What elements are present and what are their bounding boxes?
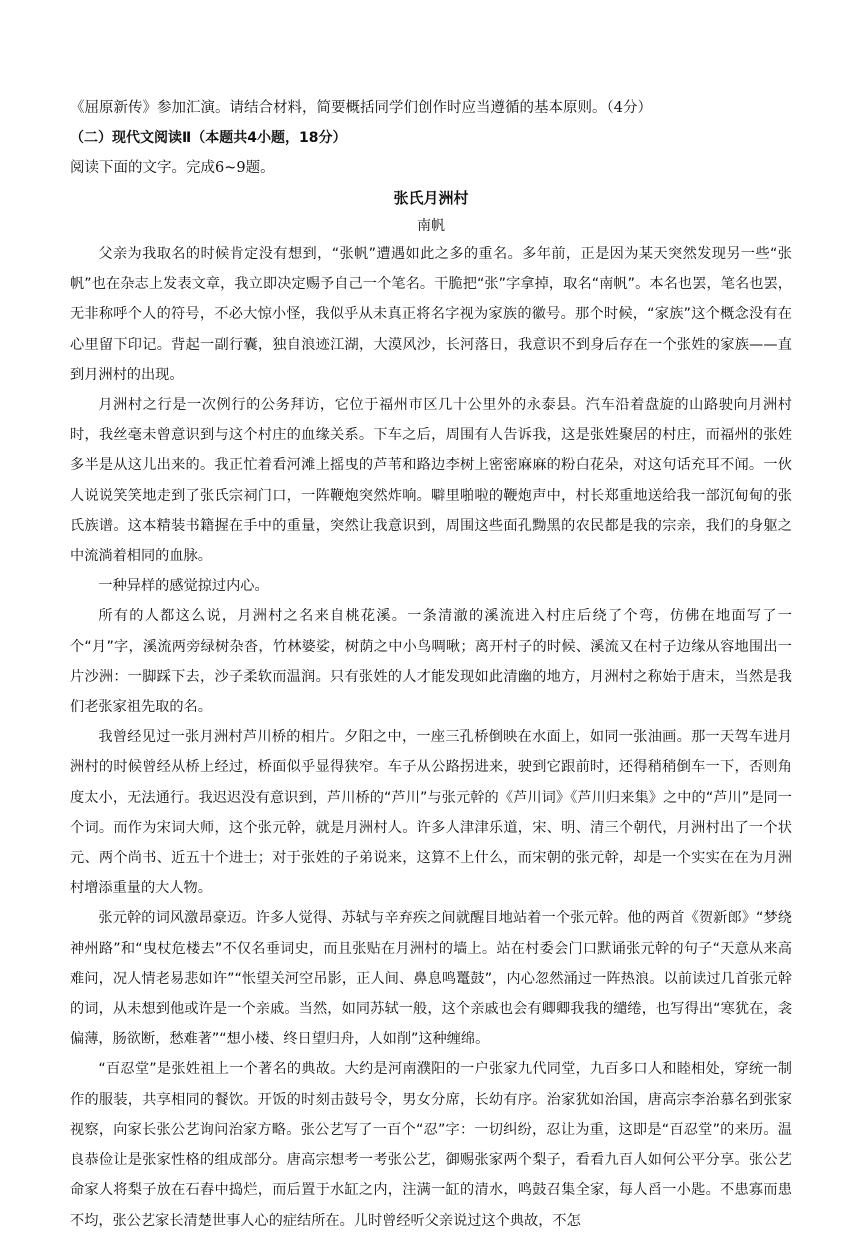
paragraph-7: “百忍堂”是张姓祖上一个著名的典故。大约是河南濮阳的一户张家九代同堂，九百多口人和睦相处，穿统一制作的服装，共享相同的餐饮。开饭的时刻击鼓号令，男女分席，长幼有序。治家犹如治国，唐高宗李治慕名到张家视察，向家长张公艺询问治家方略。张公艺写了一百个“忍”字：一切纠纷，忍让为重，这即是“百忍堂”的来历。温良恭俭让是张家性格的组成部分。唐高宗想考一考张公艺，御赐张家两个梨子，看看九百人如何公平分享。张公艺命家人将梨子放在石舂中捣烂，而后置于水缸之内，注满一缸的清水，鸣鼓召集全家，每人舀一小匙。不患寡而患不均，张公艺家长清楚世事人心的症结所在。儿时曾经听父亲说过这个典故，不怎 — [70, 1061, 792, 1229]
paragraph-3: 一种异样的感觉掠过内心。 — [98, 578, 269, 595]
paragraph-5: 我曾经见过一张月洲村芦川桥的相片。夕阳之中，一座三孔桥倒映在水面上，如同一张油画。那一天驾车进月洲村的时候曾经从桥上经过，桥面似乎显得狭窄。车子从公路拐进来，驶到它跟前时，还得稍稍倒车一下，否则角度太小，无法通行。我迟迟没有意识到，芦川桥的“芦川”与张元幹的《芦川词》《芦川归来集》之中的“芦川”是同一个词。而作为宋词大师，这个张元幹，就是月洲村人。许多人津津乐道，宋、明、清三个朝代，月洲村出了一个状元、两个尚书、近五十个进士；对于张姓的子弟说来，这算不上什么，而宋朝的张元幹，却是一个实实在在为月洲村增添重量的大人物。 — [70, 729, 792, 897]
paragraph-2: 月洲村之行是一次例行的公务拜访，它位于福州市区几十公里外的永泰县。汽车沿着盘旋的山路驶向月洲村时，我丝毫未曾意识到与这个村庄的血缘关系。下车之后，周围有人告诉我，这是张姓聚居的村庄，而福州的张姓多半是从这儿出来的。我正忙着看河滩上摇曳的芦苇和路边李树上密密麻麻的粉白花朵，对这句话充耳不闻。一伙人说说笑笑地走到了张氏宗祠门口，一阵鞭炮突然炸响。噼里啪啦的鞭炮声中，村长郑重地送给我一部沉甸甸的张氏族谱。这本精装书籍握在手中的重量，突然让我意识到，周围这些面孔黝黑的农民都是我的宗亲，我们的身躯之中流淌着相同的血脉。 — [70, 397, 792, 565]
instruction-text: 阅读下面的文字。完成6~9题。 — [70, 160, 275, 176]
article-author: 南帆 — [417, 218, 445, 234]
paragraph-4: 所有的人都这么说，月洲村之名来自桃花溪。一条清澈的溪流进入村庄后绕了个弯，仿佛在地面写了一个“月”字，溪流两旁绿树杂沓，竹林婆娑，树荫之中小鸟啁啾；离开村子的时候、溪流又在村子边缘从容地围出一片沙洲：一脚踩下去，沙子柔软而温润。只有张姓的人才能发现如此清幽的地方，月洲村之称始于唐末，当然是我们老张家祖先取的名。 — [70, 608, 792, 716]
article-title: 张氏月洲村 — [393, 189, 469, 207]
document-page — [70, 93, 792, 1236]
paragraph-6: 张元幹的词风激昂豪迈。许多人觉得、苏轼与辛弃疾之间就醒目地站着一个张元幹。他的两首《贺新郎》“梦绕神州路”和“曳杖危楼去”不仅名垂词史，而且张贴在月洲村的墙上。站在村委会门口默诵张元幹的句子“天意从来高难问，况人情老易悲如许”“怅望关河空吊影，正人间、鼻息鸣鼍鼓”，内心忽然涌过一阵热浪。以前读过几首张元幹的词，从未想到他或许是一个亲戚。当然，如同苏轼一般，这个亲戚也会有卿卿我我的缱绻，也写得出“寒犹在，衾偏薄，肠欲断，愁难著”“想小楼、终日望归舟，人如削”这种缠绵。 — [70, 910, 792, 1048]
section-heading: （二）现代文阅读Ⅱ（本题共4小题，18分） — [70, 130, 347, 146]
top-line: 《屈原新传》参加汇演。请结合材料，简要概括同学们创作时应当遵循的基本原则。（4分） — [70, 100, 652, 116]
paragraph-1: 父亲为我取名的时候肯定没有想到，“张帆”遭遇如此之多的重名。多年前，正是因为某天突然发现另一些“张帆”也在杂志上发表文章，我立即决定赐予自己一个笔名。干脆把“张”字拿掉，取名“南帆”。本名也罢，笔名也罢，无非称呼个人的符号，不必大惊小怪，我似乎从未真正将名字视为家族的徽号。那个时候，“家族”这个概念没有在心里留下印记。背起一副行囊，独自浪迹江湖，大漠风沙，长河落日，我意识不到身后存在一个张姓的家族——直到月洲村的出现。 — [70, 246, 792, 383]
